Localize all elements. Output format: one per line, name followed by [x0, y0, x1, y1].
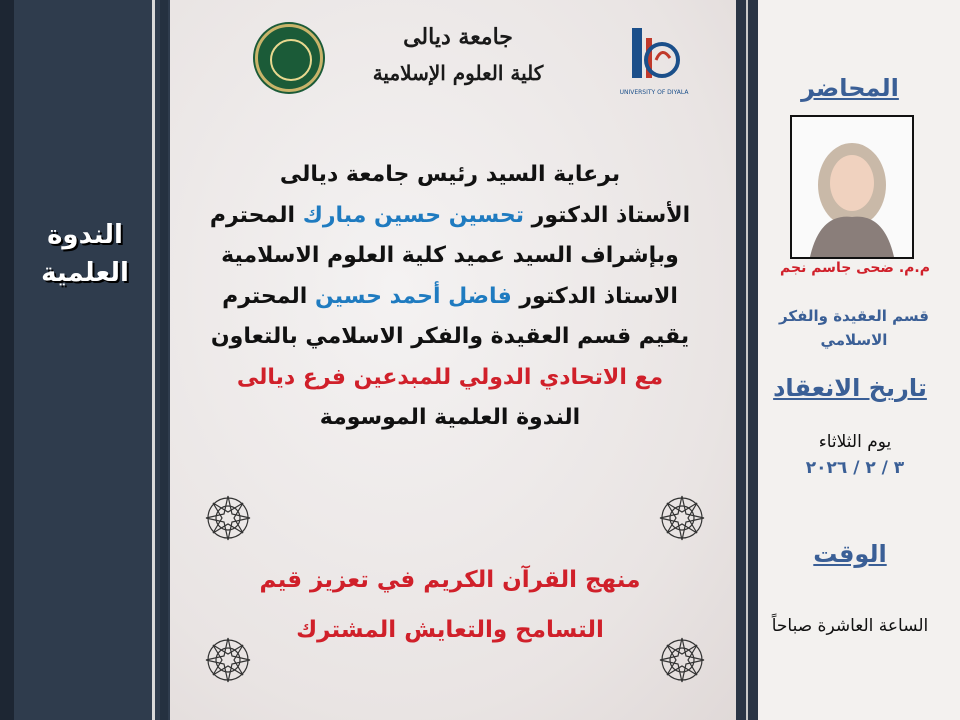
college-seal-logo — [255, 24, 323, 92]
department-line: يقيم قسم العقيدة والفكر الاسلامي بالتعاون — [210, 324, 690, 349]
right-divider-line — [746, 0, 748, 720]
president-line: الأستاذ الدكتور تحسين حسين مبارك المحترم — [209, 202, 691, 228]
dean-line: الاستاذ الدكتور فاضل أحمد حسين المحترم — [222, 283, 678, 309]
lecturer-photo — [790, 115, 914, 259]
calligraphy-line2: كلية العلوم الإسلامية — [372, 61, 544, 85]
seminar-label-line2: العلمية — [41, 258, 129, 288]
left-decorative-stripe — [0, 0, 14, 720]
seminar-title-line1: منهج القرآن الكريم في تعزيز قيم — [259, 567, 641, 593]
time-heading: الوقت — [813, 540, 887, 568]
invitation-text — [180, 155, 720, 439]
left-side-panel — [0, 0, 170, 720]
star-ornament-icon — [658, 494, 706, 542]
university-logo-text: UNIVERSITY OF DIYALA — [619, 89, 689, 96]
right-side-panel — [740, 0, 960, 720]
university-of-diyala-logo — [619, 24, 689, 102]
seminar-title — [200, 555, 700, 655]
event-day: يوم الثلاثاء — [818, 432, 892, 452]
date-heading: تاريخ الانعقاد — [773, 374, 927, 402]
seminar-title-line2: التسامح والتعايش المشترك — [296, 617, 604, 643]
left-panel-edge — [160, 0, 168, 720]
lecturer-name: م.م. ضحى جاسم نجم — [780, 260, 930, 276]
seminar-label — [20, 216, 150, 292]
calligraphy-line1: جامعة ديالى — [403, 24, 513, 50]
president-name: تحسين حسين مبارك — [302, 202, 524, 228]
supervision-line: وبإشراف السيد عميد كلية العلوم الاسلامية — [221, 243, 679, 268]
star-ornament-icon — [204, 494, 252, 542]
event-date: ٣ / ٢ / ٢٠٢٦ — [805, 458, 905, 478]
lecturer-heading: المحاضر — [801, 74, 899, 102]
partner-line: مع الاتحادي الدولي للمبدعين فرع ديالى — [236, 364, 664, 390]
patronage-line: برعاية السيد رئيس جامعة ديالى — [279, 162, 621, 187]
event-time: الساعة العاشرة صباحاً — [771, 616, 929, 636]
dean-name: فاضل أحمد حسين — [314, 283, 512, 309]
seminar-label-line1: الندوة — [47, 220, 123, 250]
lecturer-department: قسم العقيدة والفكر الاسلامي — [779, 307, 929, 349]
calligraphy-logo — [368, 14, 548, 96]
left-divider-line — [152, 0, 155, 720]
seminar-intro-line: الندوة العلمية الموسومة — [319, 405, 581, 430]
